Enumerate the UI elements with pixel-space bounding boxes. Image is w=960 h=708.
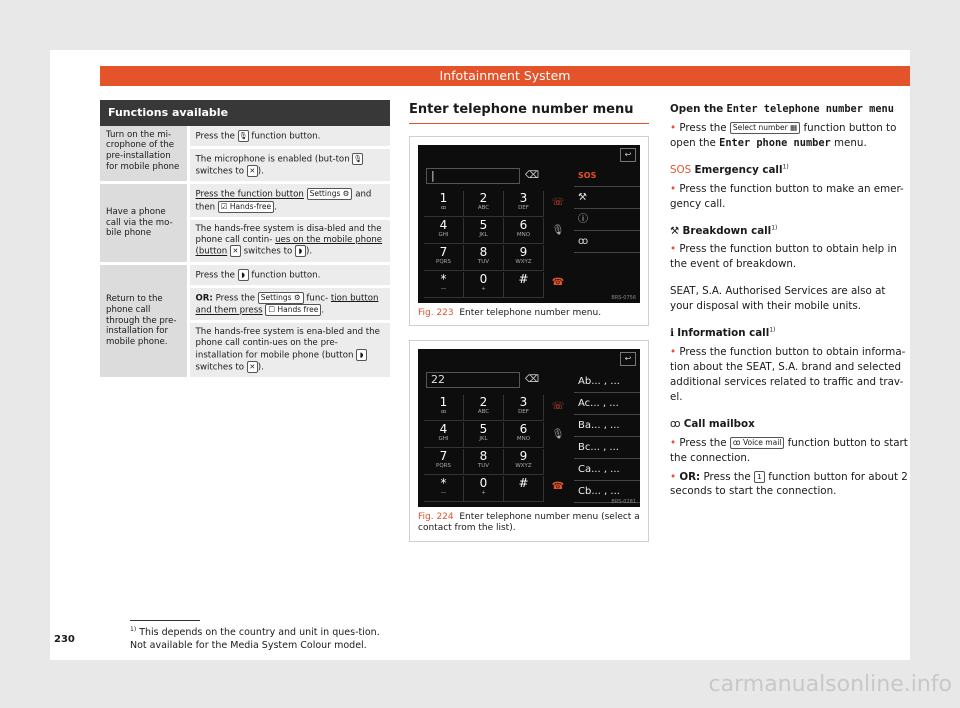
phone-screen xyxy=(418,145,640,303)
key[interactable]: 8 TUV xyxy=(464,449,504,475)
key[interactable]: 3 DEF xyxy=(504,191,544,217)
number-input[interactable]: | xyxy=(426,168,520,184)
back-icon[interactable]: ↩ xyxy=(620,352,636,366)
contact-item[interactable]: Cb... , ... xyxy=(574,481,640,503)
table-cell: OR: Press the Settings ⚙ func- tion button and them press ☐ Hands free . xyxy=(188,286,390,321)
key[interactable]: * — xyxy=(424,476,464,502)
divider xyxy=(409,123,649,124)
key[interactable]: 7 PQRS xyxy=(424,245,464,271)
figure-tag: BRS-0756 xyxy=(611,295,636,301)
microphone-icon[interactable]: 🎙 xyxy=(551,225,565,236)
microphone-icon: 🎙 xyxy=(238,131,248,140)
number-input[interactable]: 22 xyxy=(426,372,520,388)
section-title: Enter telephone number menu xyxy=(409,102,634,117)
right-column xyxy=(670,102,910,511)
hands-free-icon: ◗ xyxy=(238,269,249,281)
call-icon[interactable]: ☏ xyxy=(551,401,565,412)
settings-button-ref: Settings ⚙ xyxy=(307,188,353,200)
key[interactable]: 4 GHI xyxy=(424,422,464,448)
table-cell: The microphone is enabled (but-ton 🎙 switches to ✕ ). xyxy=(188,147,390,182)
hang-up-icon[interactable]: ☎ xyxy=(551,277,565,288)
sos-heading: SOS Emergency call$^{1)}$ xyxy=(670,163,789,176)
key[interactable]: 0 + xyxy=(464,476,504,502)
key[interactable]: 5 JKL xyxy=(464,422,504,448)
contact-item[interactable]: Ab... , ... xyxy=(574,371,640,393)
key[interactable]: 6 MNO xyxy=(504,218,544,244)
contact-item[interactable]: Ca... , ... xyxy=(574,459,640,481)
info-icon: ℹ xyxy=(670,327,674,340)
sos-bullet: • Press the function button to make an emer-gency call. xyxy=(670,182,904,210)
hands-free-icon: ◗ xyxy=(295,245,306,257)
breakdown-note: SEAT, S.A. Authorised Services are also at your disposal with their mobile units. xyxy=(670,285,886,313)
backspace-icon[interactable]: ⌫ xyxy=(524,170,540,181)
table-cell: The hands-free system is ena-bled and the phone call contin-ues on the pre-installation for mobile phone (button ◗ switches to ✕ ). xyxy=(188,322,390,379)
manual-page xyxy=(50,50,910,660)
open-heading: Open the Enter telephone number menu xyxy=(670,103,894,115)
key[interactable]: 8 TUV xyxy=(464,245,504,271)
voicemail-icon[interactable]: ꝏ xyxy=(574,231,640,253)
figure-223 xyxy=(409,136,649,326)
contact-item[interactable]: Ba... , ... xyxy=(574,415,640,437)
mailbox-heading: ꝏ Call mailbox xyxy=(670,417,755,430)
key[interactable]: 1 ꝏ xyxy=(424,395,464,421)
figure-caption: Fig. 223 Enter telephone number menu. xyxy=(418,308,602,318)
hands-free-button-ref: ☑ Hands-free xyxy=(218,201,274,213)
table-row-label: Return to the phone call through the pre-installation for mobile phone. xyxy=(100,263,188,379)
key[interactable]: # xyxy=(504,272,544,298)
footnote-rule xyxy=(130,620,200,621)
table-row-label: Turn on the mi-crophone of the pre-installation for mobile phone xyxy=(100,126,188,183)
voicemail-icon: ꝏ xyxy=(670,417,681,430)
key-one-icon: 1 xyxy=(754,471,765,483)
key[interactable]: 1 ꝏ xyxy=(424,191,464,217)
key[interactable]: 6 MNO xyxy=(504,422,544,448)
mailbox-or-bullet: • OR: Press the 1 function button for about 2 seconds to start the connection. xyxy=(670,470,908,498)
breakdown-heading: ⚒ Breakdown call$^{1)}$ xyxy=(670,224,778,237)
key[interactable]: * — xyxy=(424,272,464,298)
hands-free-button-ref: ☐ Hands free xyxy=(265,304,321,316)
figure-224 xyxy=(409,340,649,542)
microphone-muted-icon: ✕ xyxy=(247,361,258,373)
contact-item[interactable]: Ac... , ... xyxy=(574,393,640,415)
table-heading: Functions available xyxy=(100,100,390,126)
section-header: Infotainment System xyxy=(100,66,910,86)
back-icon[interactable]: ↩ xyxy=(620,148,636,162)
table-cell: Press the 🎙 function button. xyxy=(188,126,390,148)
table-row-label: Have a phone call via the mo-bile phone xyxy=(100,183,188,263)
figure-tag: BRS-0281 xyxy=(611,499,636,505)
info-icon[interactable]: ⓘ xyxy=(574,209,640,231)
hang-up-icon[interactable]: ☎ xyxy=(551,481,565,492)
settings-button-ref: Settings ⚙ xyxy=(258,292,304,304)
wrench-icon: ⚒ xyxy=(670,224,680,237)
microphone-muted-icon: ✕ xyxy=(230,245,241,257)
info-heading: ℹ Information call$^{1)}$ xyxy=(670,326,776,340)
key[interactable]: 7 PQRS xyxy=(424,449,464,475)
wrench-icon[interactable]: ⚒ xyxy=(574,187,640,209)
backspace-icon[interactable]: ⌫ xyxy=(524,374,540,385)
key[interactable]: 2 ABC xyxy=(464,191,504,217)
mailbox-bullet: • Press the ꝏ Voice mail function button to start the connection. xyxy=(670,436,908,464)
key[interactable]: 9 WXYZ xyxy=(504,449,544,475)
page-number: 230 xyxy=(54,634,75,645)
open-bullet: • Press the Select number ▦ function button to open the Enter phone number menu. xyxy=(670,121,897,149)
voice-mail-button-ref: ꝏ Voice mail xyxy=(730,437,784,449)
hands-free-icon: ◗ xyxy=(356,349,367,361)
microphone-icon[interactable]: 🎙 xyxy=(551,429,565,440)
call-icon[interactable]: ☏ xyxy=(551,197,565,208)
key[interactable]: 3 DEF xyxy=(504,395,544,421)
key[interactable]: 4 GHI xyxy=(424,218,464,244)
breakdown-bullet: • Press the function button to obtain help in the event of breakdown. xyxy=(670,243,897,271)
microphone-icon: 🎙 xyxy=(353,154,363,163)
key[interactable]: 2 ABC xyxy=(464,395,504,421)
select-number-button-ref: Select number ▦ xyxy=(730,122,800,134)
info-bullet: • Press the function button to obtain informa-tion about the SEAT, S.A. brand and selected additional services related to traffic and trav-el. xyxy=(670,346,906,403)
key[interactable]: # xyxy=(504,476,544,502)
sos-button[interactable]: SOS xyxy=(574,165,640,187)
table-cell: The hands-free system is disa-bled and the phone call contin- ues on the mobile phone (button ✕ switches to ◗ ). xyxy=(188,218,390,263)
figure-caption: Fig. 224 Enter telephone number menu (select a contact from the list). xyxy=(418,512,640,534)
table-cell: Press the function button Settings ⚙ and then ☑ Hands-free . xyxy=(188,183,390,218)
table-cell: Press the ◗ function button. xyxy=(188,263,390,286)
phone-screen xyxy=(418,349,640,507)
microphone-muted-icon: ✕ xyxy=(247,165,258,177)
footnote: $^{1)}$ This depends on the country and unit in ques-tion. Not available for the Media System Colour model. xyxy=(130,626,380,651)
key[interactable]: 0 + xyxy=(464,272,504,298)
functions-table xyxy=(100,100,390,380)
key[interactable]: 5 JKL xyxy=(464,218,504,244)
contact-item[interactable]: Bc... , ... xyxy=(574,437,640,459)
watermark: carmanualsonline.info xyxy=(708,672,952,697)
key[interactable]: 9 WXYZ xyxy=(504,245,544,271)
